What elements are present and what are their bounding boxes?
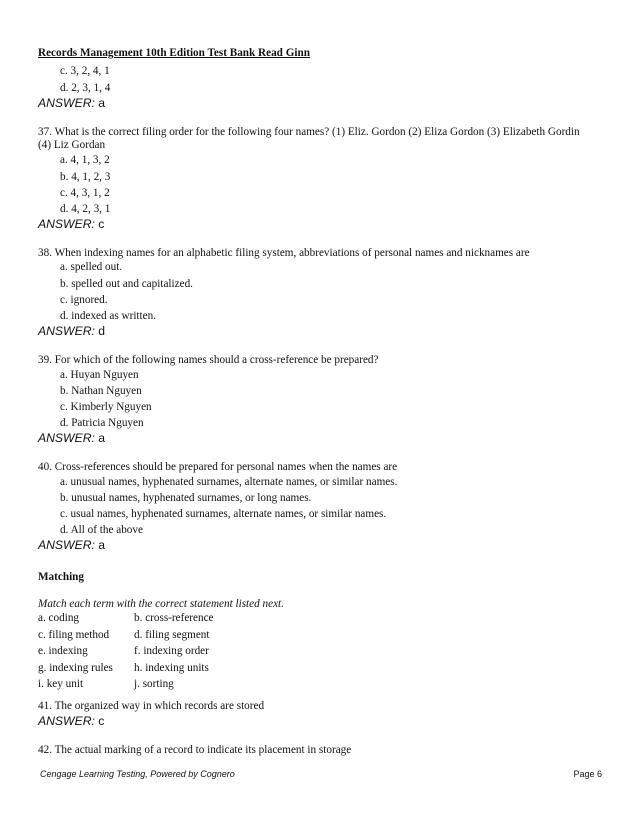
q39-option-b: b. Nathan Nguyen [60, 385, 142, 397]
q39-option-d: d. Patricia Nguyen [60, 417, 144, 429]
matching-term: e. indexing [38, 645, 88, 657]
matching-term: h. indexing units [134, 662, 209, 674]
q41-text: 41. The organized way in which records are stored [38, 700, 265, 712]
matching-term: d. filing segment [134, 629, 210, 641]
q37-option-c: c. 4, 3, 1, 2 [60, 187, 110, 199]
q39-option-a: a. Huyan Nguyen [60, 369, 139, 381]
matching-term: b. cross-reference [134, 612, 214, 624]
q40-answer [38, 538, 105, 552]
q37-option-d: d. 4, 2, 3, 1 [60, 203, 111, 215]
q38-option-b: b. spelled out and capitalized. [60, 278, 193, 290]
answer-value: c [98, 714, 105, 728]
answer-label: ANSWER: [38, 431, 95, 445]
answer-label: ANSWER: [38, 96, 95, 110]
q38-option-a: a. spelled out. [60, 261, 123, 273]
page-number: Page 6 [573, 769, 602, 779]
answer-label: ANSWER: [38, 538, 95, 552]
q40-option-c: c. usual names, hyphenated surnames, alternate names, or similar names. [60, 508, 387, 520]
matching-term: c. filing method [38, 629, 110, 641]
q37-text-line2: (4) Liz Gordan [38, 139, 106, 151]
matching-term: j. sorting [134, 678, 174, 690]
q39-option-c: c. Kimberly Nguyen [60, 401, 152, 413]
matching-term: f. indexing order [134, 645, 209, 657]
answer-label: ANSWER: [38, 714, 95, 728]
q42-text: 42. The actual marking of a record to indicate its placement in storage [38, 744, 352, 756]
q40-option-b: b. unusual names, hyphenated surnames, or long names. [60, 492, 312, 504]
q39-answer [38, 431, 105, 445]
q38-option-c: c. ignored. [60, 294, 108, 306]
answer-value: c [98, 217, 105, 231]
q37-text-line1: 37. What is the correct filing order for the following four names? (1) Eliz. Gordon (2) Eliza Gordon (3) Elizabeth Gordin [38, 126, 580, 138]
q36-option-d: d. 2, 3, 1, 4 [60, 82, 111, 94]
q37-answer [38, 217, 104, 231]
q40-option-d: d. All of the above [60, 524, 143, 536]
matching-term: g. indexing rules [38, 662, 113, 674]
matching-term: i. key unit [38, 678, 84, 690]
answer-value: a [98, 538, 106, 552]
answer-value: a [98, 431, 106, 445]
matching-term: a. coding [38, 612, 80, 624]
q38-answer [38, 324, 105, 338]
q37-option-a: a. 4, 1, 3, 2 [60, 154, 110, 166]
answer-label: ANSWER: [38, 217, 95, 231]
answer-value: d [98, 324, 106, 338]
q40-text: 40. Cross-references should be prepared for personal names when the names are [38, 461, 398, 473]
q38-text: 38. When indexing names for an alphabetic filing system, abbreviations of personal names and nicknames are [38, 247, 530, 259]
matching-instruction: Match each term with the correct statement listed next. [38, 598, 284, 610]
answer-value: a [98, 96, 106, 110]
answer-label: ANSWER: [38, 324, 95, 338]
q36-option-c: c. 3, 2, 4, 1 [60, 65, 110, 77]
q40-option-a: a. unusual names, hyphenated surnames, alternate names, or similar names. [60, 476, 398, 488]
q36-answer [38, 96, 105, 110]
q37-option-b: b. 4, 1, 2, 3 [60, 171, 111, 183]
footer-credit: Cengage Learning Testing, Powered by Cognero [40, 769, 235, 779]
q41-answer [38, 714, 104, 728]
document-header: Records Management 10th Edition Test Bank Read Ginn [38, 47, 310, 59]
matching-heading: Matching [38, 571, 84, 583]
q39-text: 39. For which of the following names should a cross-reference be prepared? [38, 354, 379, 366]
q38-option-d: d. indexed as written. [60, 310, 157, 322]
